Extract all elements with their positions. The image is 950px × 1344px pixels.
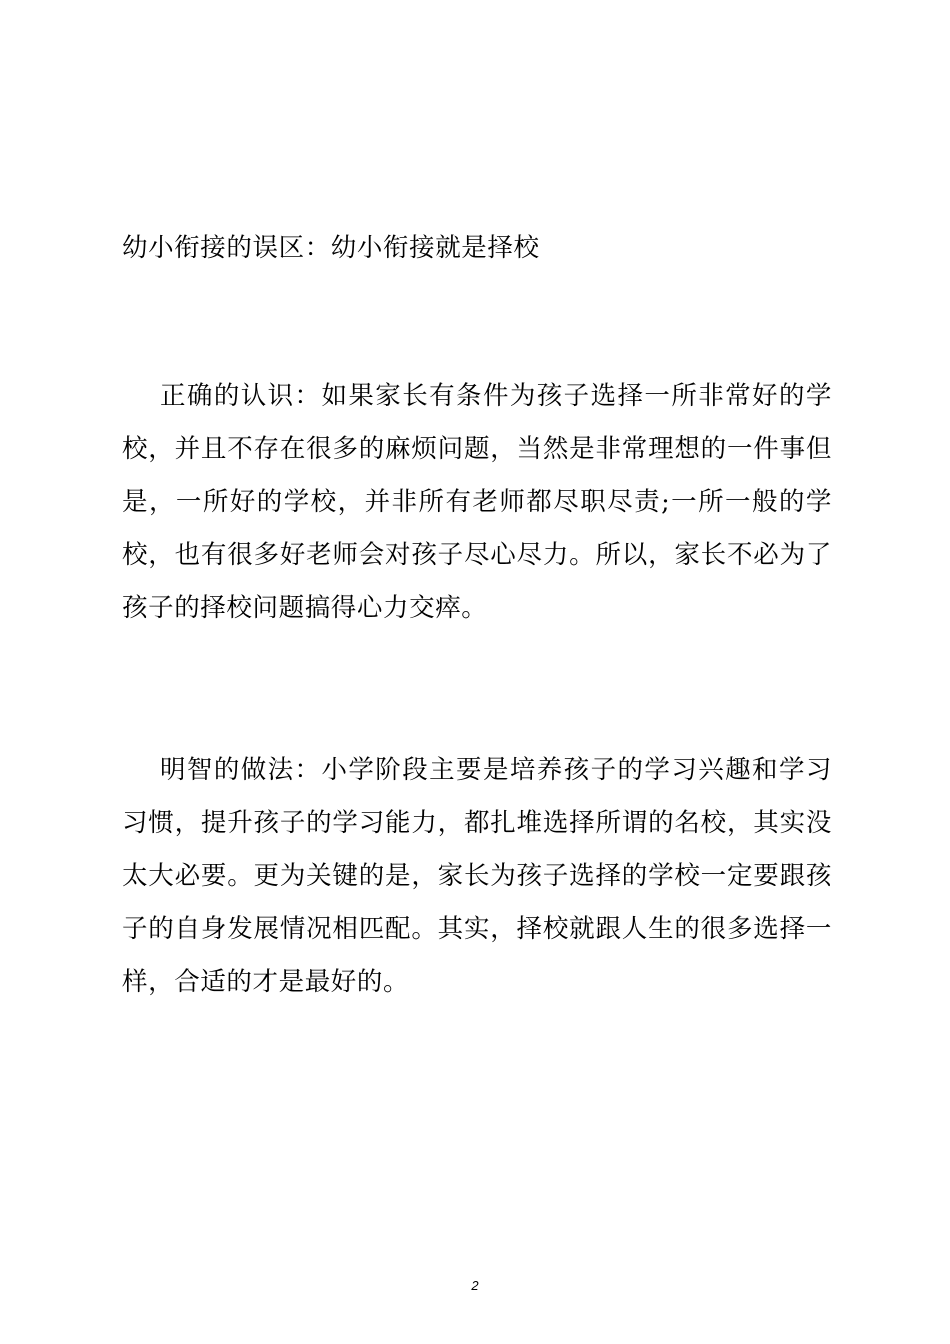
section-heading: 幼小衔接的误区：幼小衔接就是择校 [122,233,540,263]
page-number: 2 [471,1278,479,1293]
paragraph-correct-understanding: 正确的认识：如果家长有条件为孩子选择一所非常好的学校，并且不存在很多的麻烦问题，当然是非常理想的一件事但是，一所好的学校，并非所有老师都尽职尽责;一所一般的学校，也有很多好老师会对孩子尽心尽力。所以，家长不必为了孩子的择校问题搞得心力交瘁。 [122,381,832,623]
paragraph-wise-approach: 明智的做法：小学阶段主要是培养孩子的学习兴趣和学习习惯，提升孩子的学习能力，都扎堆选择所谓的名校，其实没太大必要。更为关键的是，家长为孩子选择的学校一定要跟孩子的自身发展情况相匹配。其实，择校就跟人生的很多选择一样，合适的才是最好的。 [122,755,832,997]
